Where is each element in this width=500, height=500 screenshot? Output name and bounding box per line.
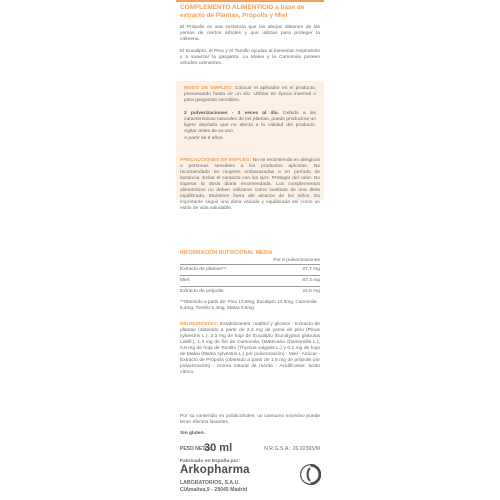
nutrition-row-value: 24,6 mg [302,289,320,294]
nutrition-row-name: Extracto de própolis: [180,289,225,294]
usage-label: MODO DE EMPLEO: [184,86,233,91]
made-in-label: Fabricado en España por: [180,459,241,464]
intro-plants: El Eucalipto, el Pino y el Tomillo ayudan al bienestar respiratorio y a suavizar la garganta. La Malva y la Camomila poseen virtudes calmantes. [180,49,320,66]
ingredients-text [180,322,320,376]
lab-address: C/Amaltea,9 - 28045 Madrid [180,487,248,493]
net-weight-value: 30 ml [204,442,233,454]
nutrition-table [180,250,320,310]
usage-text [184,86,316,104]
net-weight-row [180,443,320,457]
gluten-free-note: Sin gluten. [180,431,205,436]
nutrition-row [180,264,320,275]
green-dot-icon [300,464,321,485]
product-title: COMPLEMENTO ALIMENTICIO a base de extracto de Plantas, Própolis y Miel [180,4,305,19]
brand-logo: Arkopharma [180,464,250,476]
nutrition-row-value: 87,4 mg [302,278,320,283]
polyol-warning: Por su contenido en polialcoholes, un consumo excesivo puede tener efectos laxantes. [180,414,320,425]
lab-name: LABORATORIOS, S.A.U. [180,480,240,486]
precautions-text [180,158,320,212]
nutrition-header: INFORMACIÓN NUTRICIONAL MEDIA [180,250,273,256]
nutrition-row [180,286,320,297]
nutrition-row-name: Miel: [180,278,191,283]
nutrition-row [180,275,320,286]
precautions-body: No se recomienda en alérgicos o personas sensibles a los productos apícolas. No recomendado en mujeres embarazadas o en período de lactancia. Evitar el contacto con los ojos. Proteger del calor. No superar la dosis diaria recomendada. Los complementos alimenticios no deben utilizarse como sustituto de una dieta equilibrada. Mantener fuera del alcance de los niños. Es importante seguir una dieta variada y equilibrada así como un estilo de vida saludable. [180,158,321,211]
top-accent-strip [176,0,324,2]
usage-instructions: Colocar el aplicador en el producto, presionando hasta oír un clic. Utilizar en época invernal o para gargantas sensibles. [184,86,317,103]
nutrition-row-name: Extracto de plantas**: [180,267,228,272]
intro-propolis: El Própolis es una sustancia que las abejas obtienen de las yemas de ciertos árboles y que utilizan para proteger la colmena. [180,25,320,42]
ingredients-body: Estabilizantes: maltitol y glicerol - Extracto de plantas (obtenido a partir de 2,3 mg de yema de pino (Pinus sylvestris L.), 2,3 mg de hoja de Eucalipto (Eucalyptus globulus Labill.), 1,4 mg de flor de Camomila, (Matricaria chamomilla L.), 0,9 mg de hoja de Tomillo (Thymus vulgaris L.) y 0,1 mg de hoja de Malva (Malva sylvestris L.) por pulverización) - Miel - Azúcar - Extracto de Própolis (obtenido a partir de 1,6 mg de própolis por pulverización) - Aroma natural de menta - Acidificante: ácido cítrico. [180,322,320,375]
ingredients-label: INGREDIENTES: [180,322,219,327]
nutrition-per-serving: Por 6 pulverizaciones [273,258,320,263]
precautions-label: PRECAUCIONES DE EMPLEO: [180,158,252,163]
usage-dose-text [184,111,316,135]
net-weight-label: PESO NETO: [180,446,211,452]
usage-dose: 2 pulverizaciones - 3 veces al día. [184,111,279,116]
product-leaflet [176,0,324,500]
nutrition-footnote: **Obtenido a partir de: Pino 13,8mg, Eucalipto 13,8mg, Camomila 8,4mg, Tomillo 5,4mg, Malva 0,6mg [180,299,317,310]
usage-notes: Debido a las características naturales de las plantas, puede producirse un ligero depósito que no afecta a la calidad del producto. Agitar antes de su uso. [184,111,316,134]
usage-age: A partir de 6 años. [184,136,224,141]
nutrition-row-value: 27,7 mg [302,267,320,272]
registry-number: N.R.G.S.A.: 26.02365/M [264,446,320,452]
